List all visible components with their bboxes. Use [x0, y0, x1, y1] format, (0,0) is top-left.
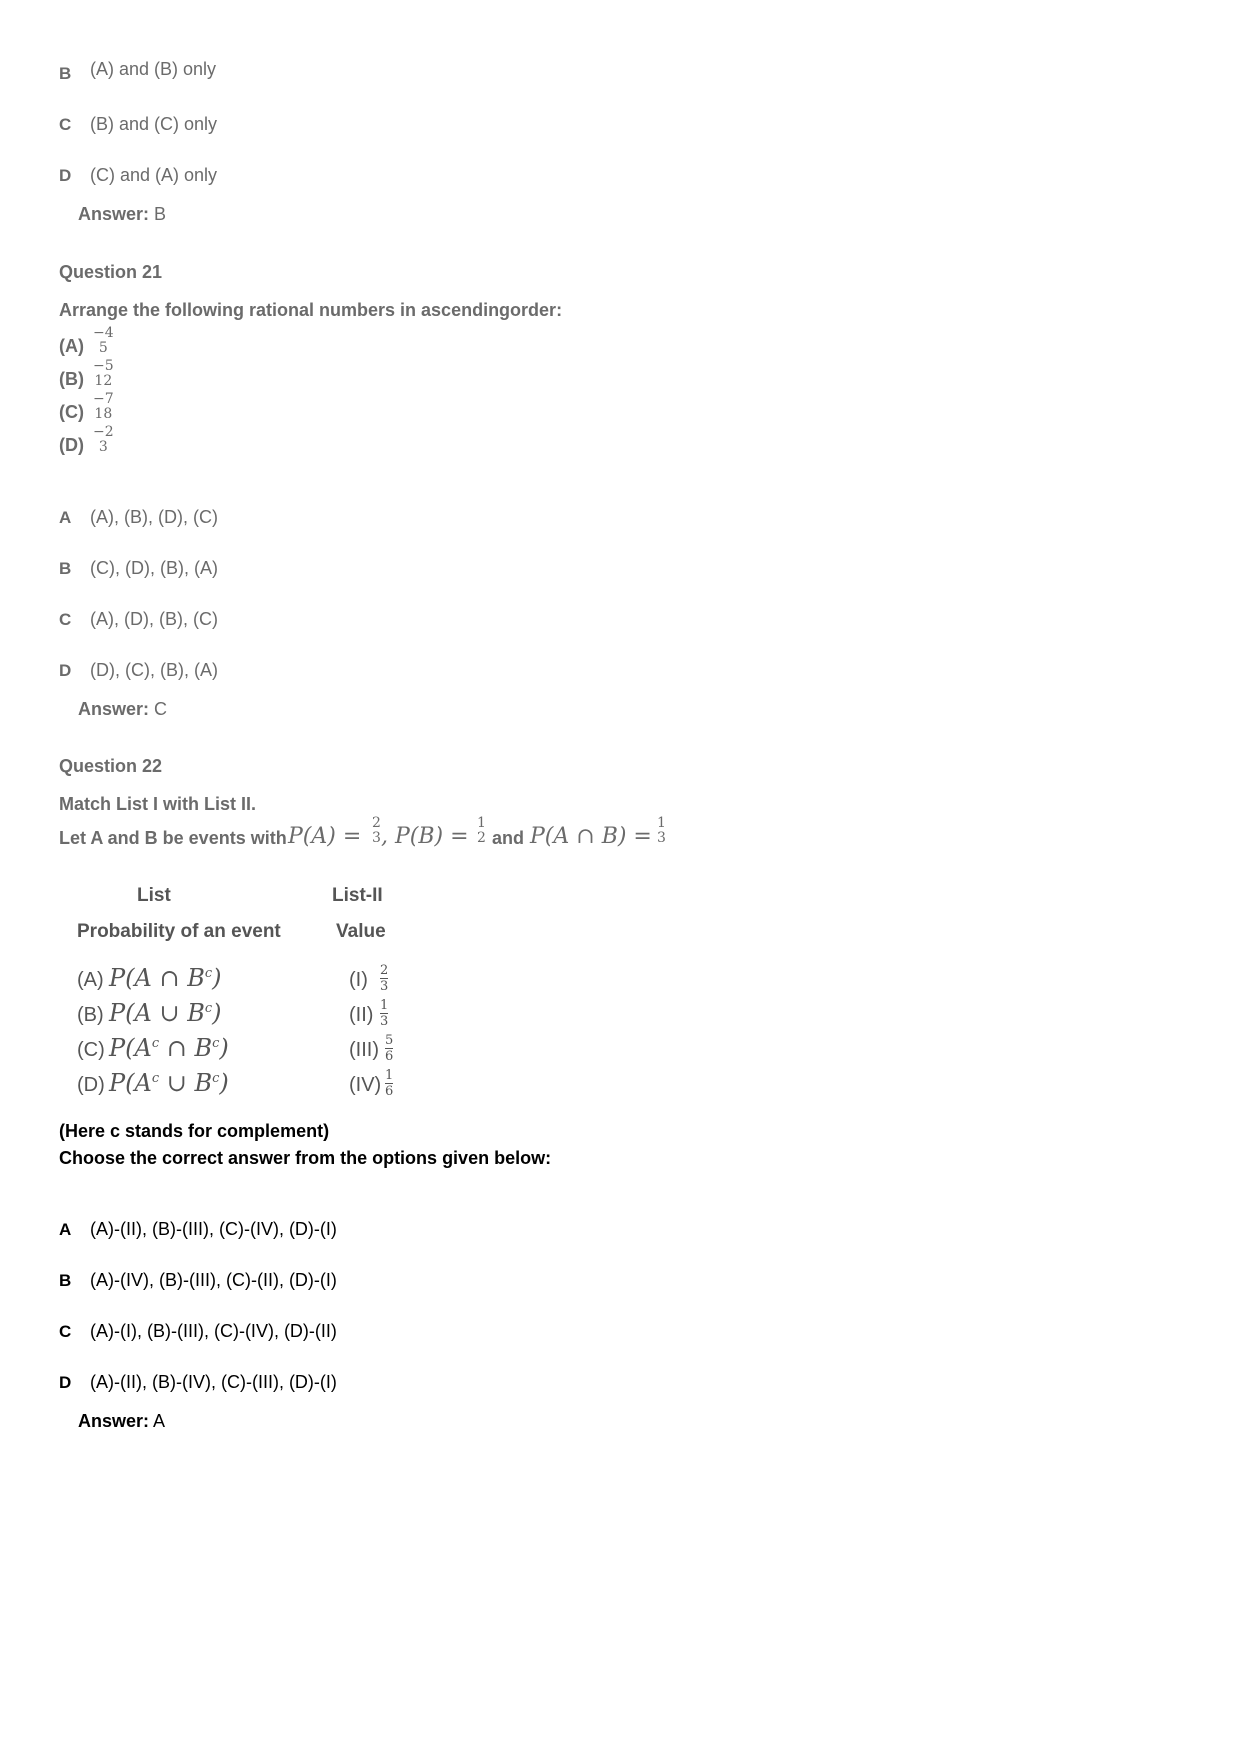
option-letter: A — [59, 508, 72, 527]
option-letter: A — [59, 1220, 72, 1239]
col1-head1: List — [137, 885, 171, 906]
denominator: 3 — [98, 439, 108, 455]
q21-option-d[interactable] — [59, 660, 218, 681]
option-text: (A)-(I), (B)-(III), (C)-(IV), (D)-(II) — [90, 1321, 337, 1341]
question-21-title: Question 21 — [59, 262, 163, 282]
table-row — [77, 964, 417, 996]
q22-option-b[interactable] — [59, 1270, 337, 1291]
option-letter: C — [59, 610, 72, 629]
value-fraction: 1 6 — [385, 1068, 394, 1099]
col2-head2: Value — [336, 921, 386, 942]
answer-label: Answer: — [78, 699, 150, 719]
numerator: 2 — [372, 815, 381, 831]
row-expression: P(A ∪ $B^c$) — [109, 999, 222, 1027]
match-table — [70, 880, 430, 1110]
value-fraction: 2 3 — [380, 963, 389, 994]
numerator: −7 — [93, 391, 114, 407]
table-row — [77, 1034, 417, 1066]
numerator: −4 — [93, 325, 114, 341]
pb-expression: , P(B) = — [381, 824, 469, 849]
pab-expression: P(A ∩ B) = — [530, 824, 652, 849]
prev-option-c[interactable] — [59, 114, 218, 135]
answer-value: C — [154, 699, 168, 719]
answer-value: B — [154, 204, 167, 224]
row-expression: $P(A^c$ ∪ $B^c$) — [109, 1069, 229, 1097]
row-label: (A) — [77, 969, 104, 991]
col2-head1: List-II — [332, 885, 383, 906]
value-label: (IV) — [349, 1074, 382, 1096]
value-label: (I) — [349, 969, 368, 991]
pa-fraction — [372, 816, 381, 845]
option-text: (A)-(IV), (B)-(III), (C)-(II), (D)-(I) — [90, 1270, 337, 1290]
prev-option-b[interactable] — [59, 59, 217, 84]
option-letter: D — [59, 661, 72, 680]
numerator: 1 — [477, 815, 486, 831]
value-fraction: 1 3 — [380, 998, 389, 1029]
value-label: (III) — [349, 1039, 379, 1061]
numerator: −5 — [93, 358, 114, 374]
q22-instruction: Choose the correct answer from the options given below: — [59, 1148, 552, 1168]
prev-option-d[interactable] — [59, 165, 218, 186]
fraction — [93, 392, 114, 421]
answer-label: Answer: — [78, 204, 150, 224]
row-expression: P(A ∩ $B^c$) — [109, 964, 222, 992]
denominator: 5 — [98, 340, 108, 356]
row-label: (D) — [77, 1074, 105, 1096]
question-22-title: Question 22 — [59, 756, 163, 776]
option-letter: B — [59, 64, 72, 83]
item-label: (B) — [59, 369, 84, 389]
fraction — [93, 425, 114, 454]
answer-label: Answer: — [78, 1411, 150, 1431]
pb-fraction — [477, 816, 486, 845]
option-text: (A), (D), (B), (C) — [90, 609, 218, 629]
q22-note: (Here c stands for complement) — [59, 1121, 330, 1141]
option-letter: B — [59, 1271, 72, 1290]
row-label: (C) — [77, 1039, 105, 1061]
value-label: (II) — [349, 1004, 374, 1026]
denominator: 3 — [657, 830, 666, 846]
q21-option-b[interactable] — [59, 558, 218, 579]
option-text: (B) and (C) only — [90, 114, 218, 134]
q21-option-c[interactable] — [59, 609, 218, 630]
item-label: (D) — [59, 435, 84, 455]
option-text: (A)-(II), (B)-(III), (C)-(IV), (D)-(I) — [90, 1219, 337, 1239]
table-row — [77, 999, 417, 1031]
option-letter: D — [59, 166, 72, 185]
item-label: (C) — [59, 402, 84, 422]
prev-answer — [78, 204, 166, 225]
option-letter: B — [59, 559, 72, 578]
given-lead: Let A and B be events with — [59, 828, 287, 848]
row-label: (B) — [77, 1004, 104, 1026]
option-letter: D — [59, 1373, 72, 1392]
fraction — [93, 326, 114, 355]
answer-value: A — [153, 1411, 166, 1431]
option-text: (C), (D), (B), (A) — [90, 558, 218, 578]
q21-option-a[interactable] — [59, 507, 218, 528]
q22-answer — [78, 1411, 165, 1432]
option-text: (A), (B), (D), (C) — [90, 507, 218, 527]
table-row — [77, 1069, 417, 1101]
denominator: 2 — [477, 830, 486, 846]
col1-head2: Probability of an event — [77, 921, 281, 942]
question-21-prompt: Arrange the following rational numbers in ascendingorder: — [59, 300, 563, 320]
q22-option-c[interactable] — [59, 1321, 337, 1342]
given-and: and — [492, 828, 525, 848]
pab-fraction — [657, 816, 666, 845]
fraction — [93, 359, 114, 388]
item-label: (A) — [59, 336, 84, 356]
option-text: (D), (C), (B), (A) — [90, 660, 218, 680]
denominator: 18 — [94, 406, 113, 422]
question-22-prompt: Match List I with List II. — [59, 794, 257, 814]
row-expression: $P(A^c$ ∩ $B^c$) — [109, 1034, 229, 1062]
option-text: (A)-(II), (B)-(IV), (C)-(III), (D)-(I) — [90, 1372, 337, 1392]
option-text: (A) and (B) only — [90, 59, 217, 79]
option-letter: C — [59, 115, 72, 134]
option-text: (C) and (A) only — [90, 165, 218, 185]
q22-option-d[interactable] — [59, 1372, 337, 1393]
option-letter: C — [59, 1322, 72, 1341]
q22-option-a[interactable] — [59, 1219, 337, 1240]
q21-answer — [78, 699, 167, 720]
numerator: −2 — [93, 424, 114, 440]
denominator: 3 — [372, 830, 381, 846]
value-fraction: 5 6 — [385, 1033, 394, 1064]
denominator: 12 — [94, 373, 113, 389]
numerator: 1 — [657, 815, 666, 831]
pa-expression: P(A) = — [288, 824, 362, 849]
